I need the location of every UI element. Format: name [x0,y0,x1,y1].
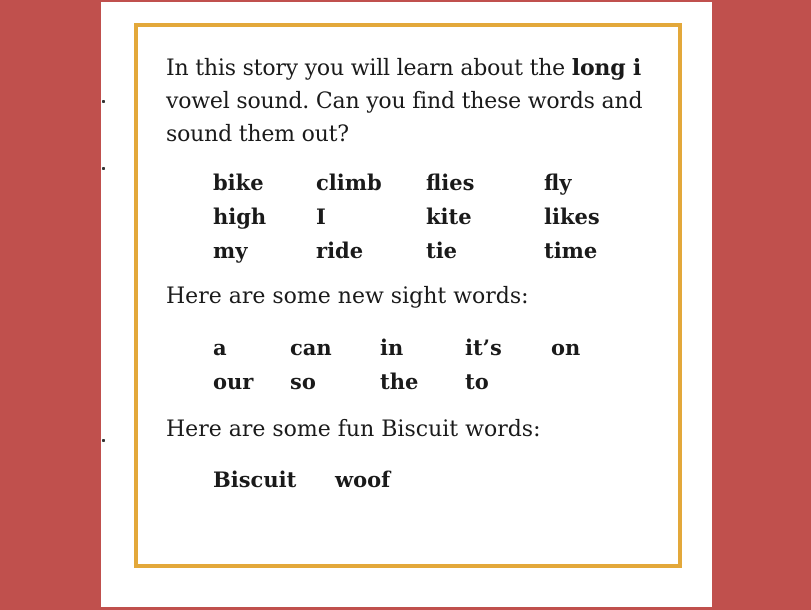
biscuit-words-heading: Here are some fun Biscuit words: [166,417,541,442]
intro-text-end: vowel sound. Can you find these words and sound them out? [166,89,643,147]
intro-paragraph [166,52,686,151]
word-cell: fly [544,170,572,195]
word-cell: likes [544,204,600,229]
word-cell: the [380,369,419,394]
word-cell: I [316,204,326,229]
book-page [101,2,712,607]
intro-bold-text: long i [571,55,642,81]
word-cell: on [551,335,581,360]
word-cell: our [213,369,254,394]
word-cell: Biscuit [213,467,297,492]
sight-words-heading: Here are some new sight words: [166,284,529,309]
word-cell: woof [335,467,391,492]
word-cell: high [213,204,267,229]
page-edge-mark [102,167,105,170]
word-cell: it’s [465,335,502,360]
word-cell: ride [316,238,364,263]
biscuit-word-grid [213,463,686,497]
word-cell: so [290,369,316,394]
word-cell: tie [426,238,458,263]
sight-word-grid [213,331,686,399]
word-cell: in [380,335,404,360]
word-cell: a [213,335,227,360]
long-i-word-grid [213,166,686,268]
word-cell: flies [426,170,475,195]
word-cell: bike [213,170,264,195]
page-edge-mark [102,439,105,442]
intro-text-start: In this story you will learn about the [166,56,572,81]
word-cell: my [213,238,248,263]
word-cell: kite [426,204,472,229]
word-cell: climb [316,170,382,195]
page-edge-mark [102,100,105,103]
word-cell: can [290,335,332,360]
word-list-content [166,52,686,497]
word-cell: to [465,369,489,394]
word-cell: time [544,238,598,263]
